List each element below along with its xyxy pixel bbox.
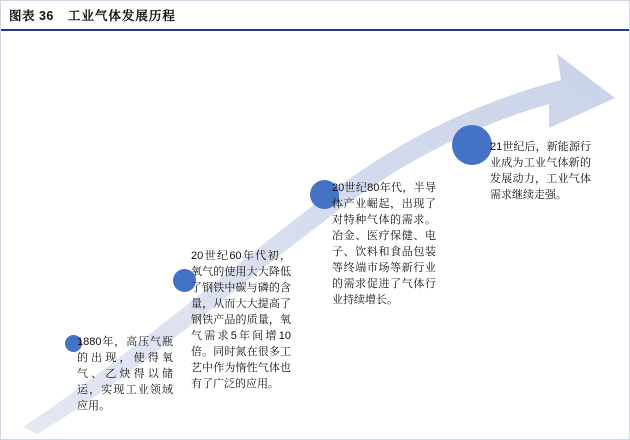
timeline-text-1960s: 20世纪60年代初，氧气的使用大大降低了钢铁中碳与磷的含量，从而大大提高了钢铁产品的质量，氧气需求5年间增10倍。同时氮在很多工艺中作为惰性气体也有了广泛的应用。: [191, 250, 291, 390]
timeline-text-1980s: 20世纪80年代，半导体产业崛起，出现了对特种气体的需求。冶金、医疗保健、电子、饮料和食品包装等终端市场等新行业的需求促进了气体行业持续增长。: [332, 182, 436, 306]
timeline-text-1880: 1880年，高压气瓶的出现，使得氧气、乙炔得以储运，实现工业领域应用。: [77, 336, 173, 412]
timeline-marker-21st-century[interactable]: [452, 125, 492, 165]
figure-title-bar: [1, 1, 629, 31]
timeline-text-21st-century: 21世纪后，新能源行业成为工业气体新的发展动力，工业气体需求继续走强。: [490, 141, 591, 201]
page-title: 工业气体发展历程: [67, 9, 176, 23]
figure-label: 图表 36: [9, 9, 54, 23]
diagram-canvas: [1, 32, 629, 438]
